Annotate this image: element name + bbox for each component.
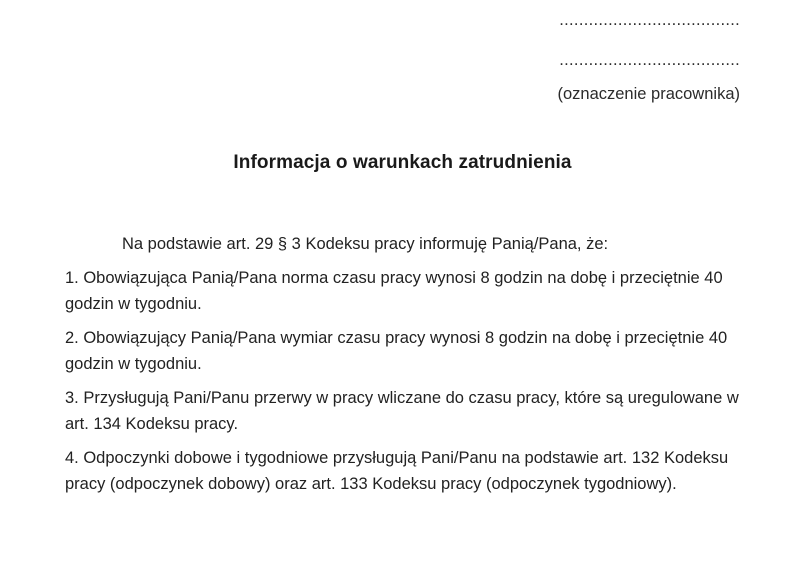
signature-dotted-line-1: ..................................... — [559, 11, 740, 29]
paragraph-2: 2. Obowiązujący Panią/Pana wymiar czasu pracy wynosi 8 godzin na dobę i przeciętnie 40 godzin w tygodniu. — [65, 329, 728, 373]
document-body — [65, 231, 743, 497]
document-title: Informacja o warunkach zatrudnienia — [233, 152, 572, 173]
intro-paragraph: Na podstawie art. 29 § 3 Kodeksu pracy informuję Panią/Pana, że: — [122, 235, 609, 253]
paragraph-4: 4. Odpoczynki dobowe i tygodniowe przysługują Pani/Panu na podstawie art. 132 Kodeksu pracy (odpoczynek dobowy) oraz art. 133 Kodeksu pracy (odpoczynek tygodniowy). — [65, 449, 729, 493]
signature-dotted-line-2: ..................................... — [559, 51, 740, 69]
signature-caption: (oznaczenie pracownika) — [557, 85, 740, 103]
paragraph-3: 3. Przysługują Pani/Panu przerwy w pracy wliczane do czasu pracy, które są uregulowane w art. 134 Kodeksu pracy. — [65, 389, 739, 433]
signature-block — [65, 10, 740, 104]
paragraph-1: 1. Obowiązująca Panią/Pana norma czasu pracy wynosi 8 godzin na dobę i przeciętnie 40 godzin w tygodniu. — [65, 269, 723, 313]
